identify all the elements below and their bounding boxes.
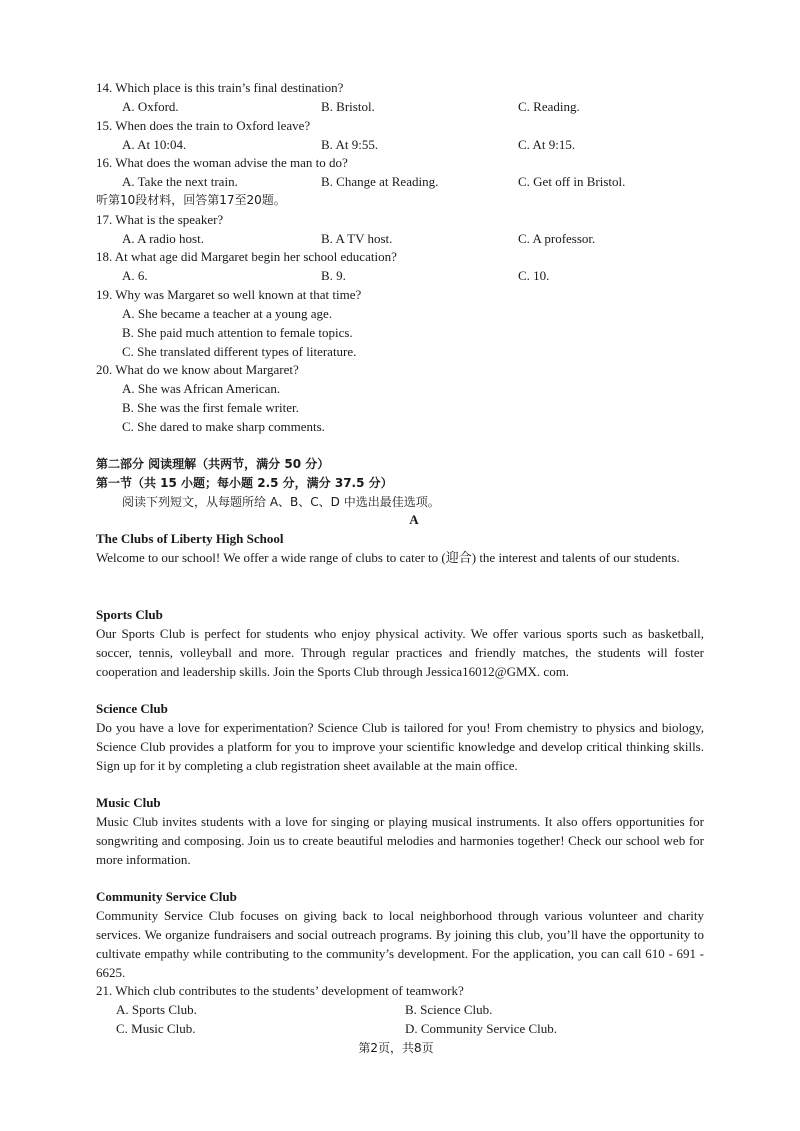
question-18-option-b: B. 9. [321, 268, 346, 283]
question-18-option-a: A. 6. [122, 268, 148, 283]
reading-instruction: 阅读下列短文，从每题所给 A、B、C、D 中选出最佳选项。 [122, 495, 440, 509]
question-21-option-d: D. Community Service Club. [405, 1021, 558, 1036]
section-one-title: 第一节（共 15 小题；每小题 2.5 分，满分 37.5 分） [96, 476, 393, 490]
question-18-option-c: C. 10. [518, 268, 550, 283]
question-15-option-c: C. At 9:15. [518, 137, 576, 152]
question-16-stem: 16. What does the woman advise the man to do? [96, 155, 348, 170]
question-20-option-c: C. She dared to make sharp comments. [122, 419, 325, 434]
question-17-stem: 17. What is the speaker? [96, 212, 224, 227]
question-17-option-b: B. A TV host. [321, 231, 393, 246]
question-14-stem: 14. Which place is this train’s final destination? [96, 80, 344, 95]
science-club-body: Do you have a love for experimentation? Science Club is tailored for you! From chemistry to physics and biology, Science Club provides a platform for you to improve your scientific knowledge and develop critical thinking skills. Sign up for it by completing a club registration sheet available at the main office. [96, 720, 704, 773]
sports-club-title: Sports Club [96, 607, 163, 622]
community-service-club-title: Community Service Club [96, 889, 237, 904]
question-16-option-a: A. Take the next train. [122, 174, 238, 189]
question-21-option-c: C. Music Club. [116, 1021, 196, 1036]
question-15-stem: 15. When does the train to Oxford leave? [96, 118, 311, 133]
question-19-option-b: B. She paid much attention to female topics. [122, 325, 353, 340]
question-19-stem: 19. Why was Margaret so well known at that time? [96, 287, 362, 302]
question-20-option-b: B. She was the first female writer. [122, 400, 299, 415]
passage-title: The Clubs of Liberty High School [96, 531, 284, 546]
listening-instruction: 听第10段材料，回答第17至20题。 [96, 193, 286, 207]
music-club-title: Music Club [96, 795, 161, 810]
question-15-option-a: A. At 10:04. [122, 137, 187, 152]
question-15-option-b: B. At 9:55. [321, 137, 379, 152]
question-17-option-c: C. A professor. [518, 231, 596, 246]
community-service-club-body: Community Service Club focuses on giving back to local neighborhood through various volunteer and charity services. We organize fundraisers and social outreach programs. By joining this club, you’ll have the opportunity to cultivate empathy while contributing to the community’s development. For the application, you can call 610 - 691 - 6625. [96, 908, 704, 980]
passage-intro: Welcome to our school! We offer a wide range of clubs to cater to (迎合) the interest and talents of our students. [96, 550, 680, 565]
question-19-option-c: C. She translated different types of literature. [122, 344, 357, 359]
question-21-stem: 21. Which club contributes to the students’ development of teamwork? [96, 983, 464, 998]
question-18-stem: 18. At what age did Margaret begin her school education? [96, 249, 397, 264]
question-14-option-a: A. Oxford. [122, 99, 179, 114]
passage-letter: A [409, 512, 419, 527]
question-16-option-b: B. Change at Reading. [321, 174, 439, 189]
music-club-body: Music Club invites students with a love for singing or playing musical instruments. It also offers opportunities for songwriting and composing. Join us to create beautiful melodies and harmonies together! Check our school web for more information. [96, 814, 704, 867]
science-club-title: Science Club [96, 701, 168, 716]
question-20-stem: 20. What do we know about Margaret? [96, 362, 299, 377]
question-14-option-b: B. Bristol. [321, 99, 375, 114]
question-20-option-a: A. She was African American. [122, 381, 281, 396]
question-21-option-b: B. Science Club. [405, 1002, 493, 1017]
question-17-option-a: A. A radio host. [122, 231, 204, 246]
question-16-option-c: C. Get off in Bristol. [518, 174, 626, 189]
page-number-footer: 第2页，共8页 [358, 1041, 434, 1055]
question-21-option-a: A. Sports Club. [116, 1002, 197, 1017]
question-19-option-a: A. She became a teacher at a young age. [122, 306, 333, 321]
sports-club-body: Our Sports Club is perfect for students who enjoy physical activity. We offer various sports such as basketball, soccer, tennis, volleyball and more. Through regular practices and friendly matches, the students will foster cooperation and leadership skills. Join the Sports Club through Jessica16012@GMX. com. [96, 626, 704, 679]
part-two-title: 第二部分 阅读理解（共两节，满分 50 分） [96, 457, 330, 471]
question-14-option-c: C. Reading. [518, 99, 580, 114]
